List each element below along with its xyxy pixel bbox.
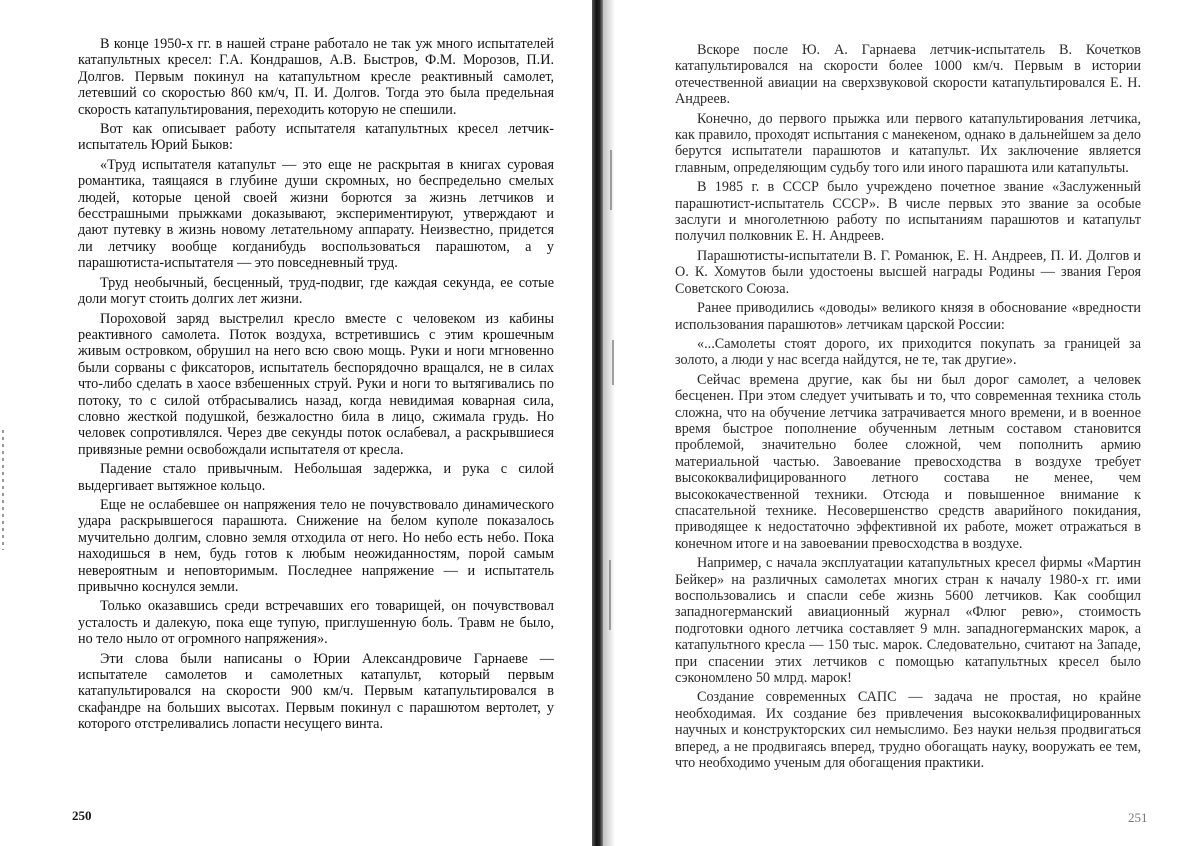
paragraph: «...Самолеты стоят дорого, их приходится покупать за границей за золото, а люди у нас всегда найдутся, не те, так другие». bbox=[675, 335, 1141, 369]
left-page-text bbox=[78, 36, 554, 733]
paragraph: «Труд испытателя катапульт — это еще не раскрытая в книгах суровая романтика, таящаяся в глубине души скромных, но беспредельно смелых людей, которые ценой своей жизни борются за жизнь летчиков и бесстрашными прыжками доказывают, экспериментируют, утверждают и дают путевку в жизнь новому летательному аппарату. Неизвестно, придется ли летчику вообще когданибудь воспользоваться парашютом, а у парашютиста-испытателя — это повседневный труд. bbox=[78, 156, 554, 272]
paragraph: Парашютисты-испытатели В. Г. Романюк, Е. Н. Андреев, П. И. Долгов и О. К. Хомутов были удостоены высшей награды Родины — звания Героя Советского Союза. bbox=[675, 247, 1141, 297]
paragraph: Вскоре после Ю. А. Гарнаева летчик-испытатель В. Кочетков катапультировался на скорости более 1000 км/ч. Первым в истории отечественной авиации на сверхзвуковой скорости катапультировался Е. Н. Андреев. bbox=[675, 42, 1141, 108]
paragraph: Эти слова были написаны о Юрии Александровиче Гарнаеве — испытателе самолетов и самолетных катапульт, который первым катапультировался на скорости 900 км/ч. Первым катапультировался в скафандре на больших высотах. Первым покинул с парашютом вертолет, у которого отстреливались лопасти несущего винта. bbox=[78, 650, 554, 733]
paragraph: Пороховой заряд выстрелил кресло вместе с человеком из кабины реактивного самолета. Поток воздуха, встретившись с этим крошечным живым островком, обрушил на него всю свою мощь. Руки и ноги мгновенно были сорваны с фиксаторов, испытатель беспорядочно вращался, не в силах что-либо сделать в хаосе взбешенных струй. Руки и ноги то вытягивались по потоку, то с силой отбрасывались назад, когда невидимая коварная сила, словно жесткой подушкой, безжалостно била в лицо, сжимала грудь. Но человек сопротивлялся. Через две секунды поток ослабевал, а раскрывшиеся привязные ремни освобождали испытателя от кресла. bbox=[78, 310, 554, 458]
paragraph: Конечно, до первого прыжка или первого катапультирования летчика, как правило, проходят испытания с манекеном, однако в дальнейшем за дело берутся испытатели парашютов и катапульт. Их заключение является главным, определяющим судьбу того или иного парашюта или катапульты. bbox=[675, 110, 1141, 176]
paragraph: Сейчас времена другие, как бы ни был дорог самолет, а человек бесценен. При этом следует учитывать и то, что современная техника столь сложна, что на обучение летчика затрачивается много времени, и в военное время быстрое пополнение обученным летным составом становится проблемой, значительно более сложной, чем пополнить армию материальной частью. Завоевание превосходства в воздухе требует высококвалифицированного летного состава не менее, чем высококачественной техники. Отсюда и повышенное внимание к спасательной технике. Несовершенство средств аварийного покидания, приводящее к недостаточно эффективной их работе, может отражаться в конечном итоге и на завоевании превосходства в воздухе. bbox=[675, 371, 1141, 552]
right-page-text bbox=[675, 42, 1141, 771]
right-page bbox=[610, 0, 1200, 846]
paragraph: Падение стало привычным. Небольшая задержка, и рука с силой выдергивает вытяжное кольцо. bbox=[78, 461, 554, 494]
paragraph: Создание современных САПС — задача не простая, но крайне необходимая. Их создание без привлечения высококвалифицированных научных и конструкторских сил немыслимо. Без науки нельзя продвигаться вперед, а не продвигаясь вперед, трудно обогащать науку, вооружать ее тем, что необходимо ученым для обогащения практики. bbox=[675, 689, 1141, 772]
paragraph: Только оказавшись среди встречавших его товарищей, он почувствовал усталость и далекую, пока еще тупую, приглушенную боль. Травм не было, но тело ныло от огромного напряжения». bbox=[78, 598, 554, 648]
paragraph: Например, с начала эксплуатации катапультных кресел фирмы «Мартин Бейкер» на различных самолетах многих стран к началу 1980-х гг. ими воспользовались и спасли себе жизнь 5600 летчиков. Как сообщил западногерманский авиационный журнал «Флюг ревю», стоимость подготовки одного летчика составляет 9 млн. западногерманских марок, а катапультного кресла — 150 тыс. марок. Следовательно, считают на Западе, при спасении этих летчиков с помощью катапультных кресел было сэкономлено 50 млрд. марок! bbox=[675, 555, 1141, 687]
paragraph: В конце 1950-х гг. в нашей стране работало не так уж много испытателей катапультных кресел: Г.А. Кондрашов, А.В. Быстров, Ф.М. Морозов, П.И. Долгов. Первым покинул на катапультном кресле реактивный самолет, летевший со скоростью 860 км/ч, П. И. Долгов. Тогда это была предельная скорость катапультирования, переходить которую не спешили. bbox=[78, 36, 554, 118]
paragraph: Еще не ослабевшее он напряжения тело не почувствовало динамического удара раскрывшегося парашюта. Снижение на белом куполе показалось мучительно долгим, словно земля отходила от него. Но небо есть небо. Пока находишься в нем, будь готов к любым неожиданностям, порой самым невероятным и неповторимым. Последнее напряжение — и испытатель привычно коснулся земли. bbox=[78, 496, 554, 595]
page-number-right: 251 bbox=[1128, 810, 1148, 825]
paragraph: Вот как описывает работу испытателя катапультных кресел летчик-испытатель Юрий Быков: bbox=[78, 121, 554, 154]
binding-shadow bbox=[592, 0, 603, 846]
page-number-left: 250 bbox=[72, 808, 92, 823]
page-edge-mark bbox=[2, 430, 4, 550]
left-page bbox=[0, 0, 590, 846]
paragraph: Труд необычный, бесценный, труд-подвиг, где каждая секунда, ее сотые доли могут стоить долгих лет жизни. bbox=[78, 274, 554, 308]
paragraph: Ранее приводились «доводы» великого князя в обоснование «вредности использования парашютов» летчикам царской России: bbox=[675, 300, 1141, 333]
paragraph: В 1985 г. в СССР было учреждено почетное звание «Заслуженный парашютист-испытатель СССР». В числе первых это звание за особые заслуги и многолетнюю работу по испытаниям парашютов и катапульт получил полковник Е. Н. Андреев. bbox=[675, 179, 1141, 245]
